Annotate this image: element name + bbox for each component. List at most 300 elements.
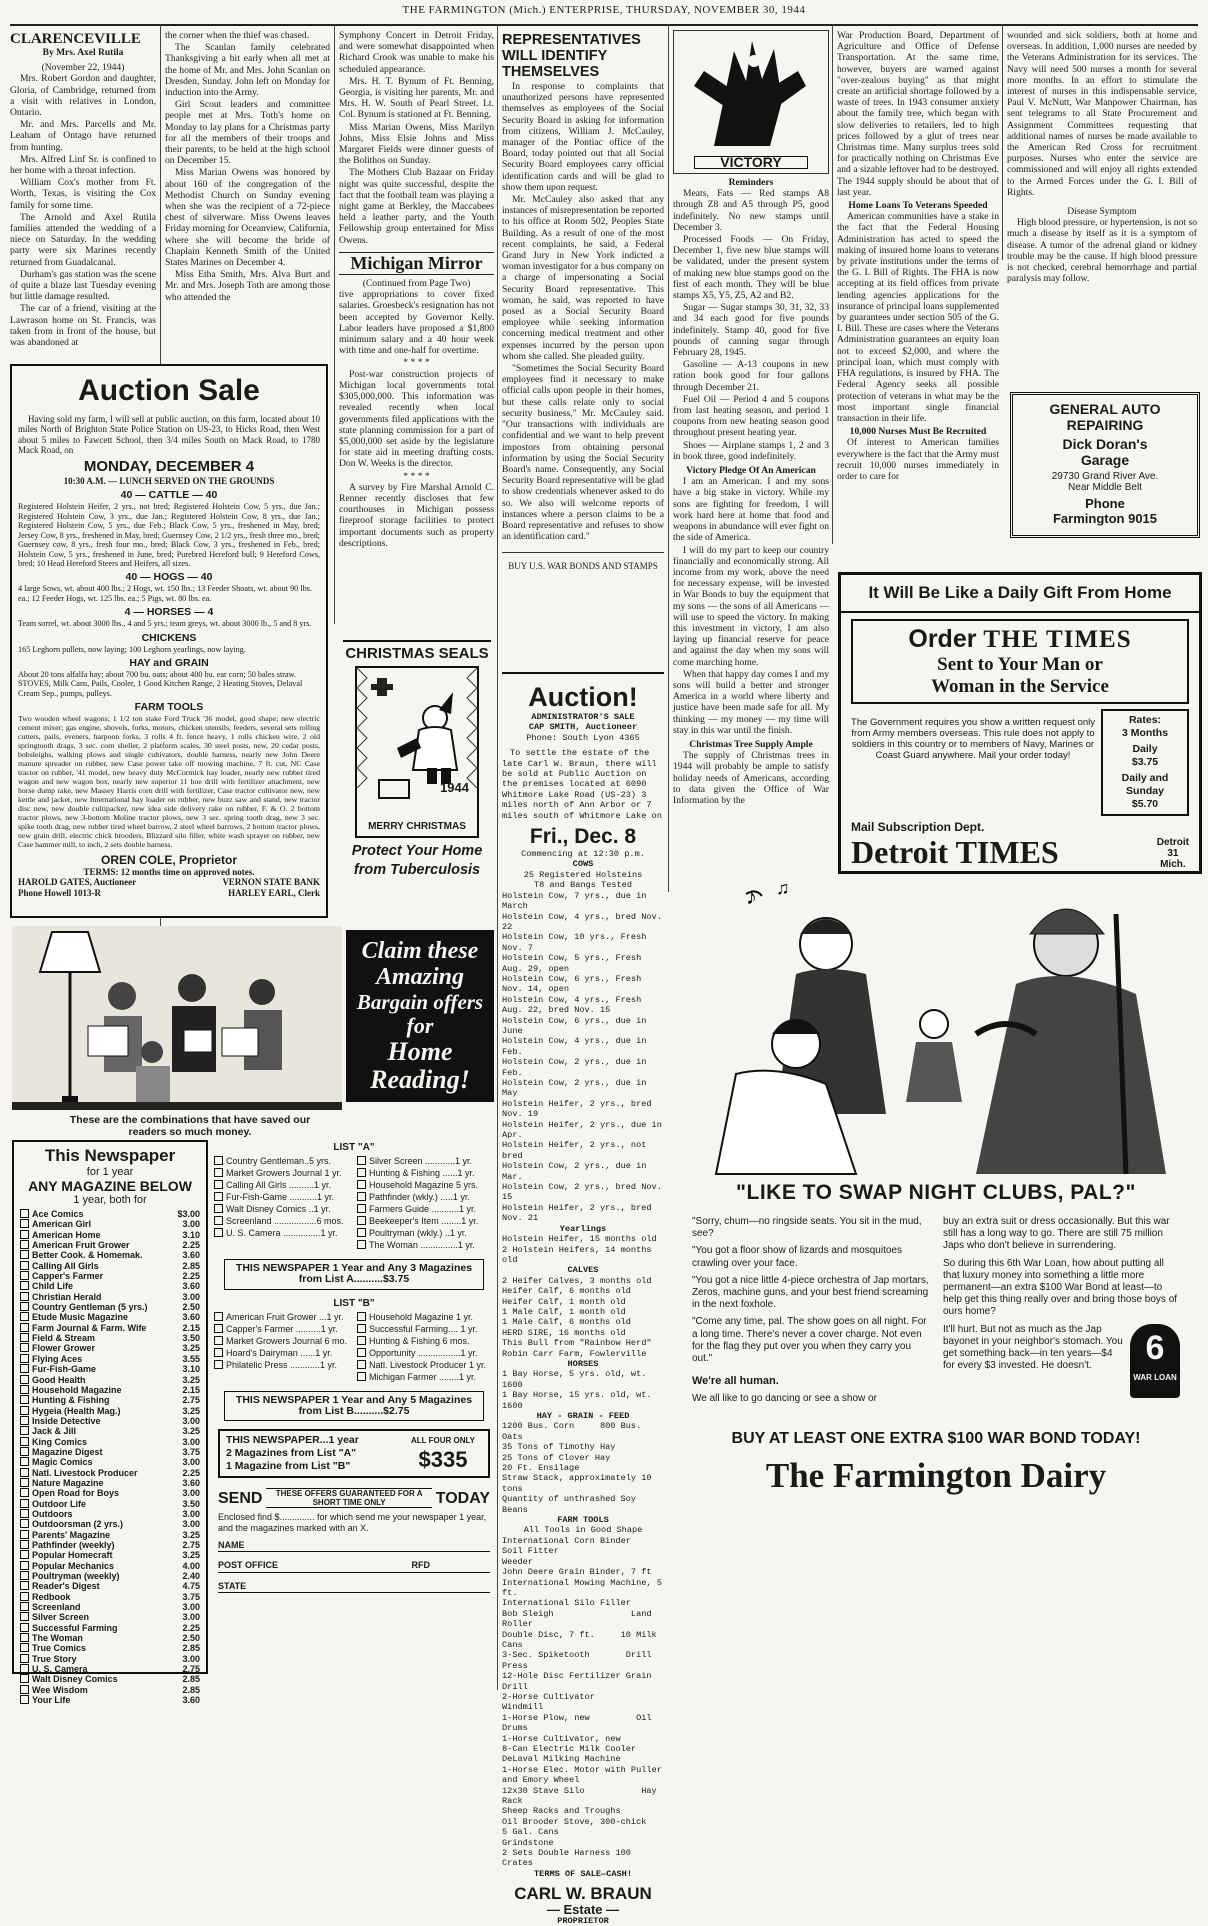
bond-paragraph: "Come any time, pal. The show goes on all night. For a long time. There's never a cover charge. Not even for the flag they put over you when they carry you out." [692, 1316, 927, 1365]
checkbox-icon[interactable] [20, 1437, 29, 1446]
list-item-label: Opportunity .................1 yr. [369, 1347, 478, 1358]
bond-paragraph: So during this 6th War Loan, how about putting all that luxury money into something a little more permanent—an extra $100 War Bond at least—to help get this thing really over and bring those boys of ours home? [943, 1257, 1178, 1318]
list-item[interactable] [214, 1167, 351, 1179]
magazine-row[interactable] [20, 1592, 200, 1602]
offer-a-box: THIS NEWSPAPER 1 Year and Any 3 Magazines from List A..........$3.75 [224, 1259, 484, 1289]
magazine-name: Fur-Fish-Game [32, 1364, 97, 1375]
list-item-label: Michigan Farmer ........1 yr. [369, 1371, 477, 1382]
cow-item: Holstein Cow, 4 yrs., bred Nov. 22 [502, 911, 668, 932]
magazine-row[interactable] [20, 1519, 200, 1529]
magazine-price: 3.50 [182, 1333, 200, 1344]
news-paragraph: A survey by Fire Marshal Arnold C. Renner recently discloses that few courthouses in Michigan possess fireproof storage facilities to protect important documents such as property descriptions. [339, 481, 494, 549]
tools2-sub: All Tools in Good Shape [523, 1525, 643, 1536]
checkbox-icon[interactable] [214, 1180, 223, 1189]
magazine-row[interactable] [20, 1323, 200, 1333]
list-item[interactable] [214, 1227, 351, 1239]
today-label: TODAY [435, 1489, 490, 1507]
clarenceville-date: (November 22, 1944) [41, 62, 125, 74]
magazine-price: 2.75 [182, 1395, 200, 1406]
list-item[interactable] [357, 1347, 494, 1359]
magazine-price: 3.00 [182, 1436, 200, 1447]
magazine-row[interactable] [20, 1292, 200, 1302]
checkbox-icon[interactable] [20, 1219, 29, 1228]
magazine-price: 3.60 [182, 1250, 200, 1261]
tools-list: Two wooden wheel wagons; 1 1/2 ton stake Ford Truck '36 model, good shape; new electric cement mixer; gas engine, shovels, forks, motors, chicken utensils, feeders, several sets rolling cutters, pails, eveners, harpoon forks, 3 rolls 4 ft. fence heavy, 1 rolls chicken wire, 2 old springtooth drags, 3 sec. corn sheller, 2 platform scales, 30 steel posts, new, 20 cedar posts, bobsleighs, walking plows and single cultivators, double harness, nearly new John Deere manure spreader on rubber, new Case power take off mowing machine, 7 ft. cut, NC Case tractor on rubber, '41 model, new heavy duty McCormick hay loader, nearly new rubber tired wagon and new wagon box, nearly new superior 11 hoe drill with fertilizer attachment, new horse dump rake, new Massey Harris corn drill with fertilizer, Case tractor cultivator new, new kettle and jacket, new International hay loader on rubber, new buzz saw and stand, new tractor disc new, new double cultipacker, new idea side delivery rake on rubber, F. & O. 2 bottom tractor plows, new 3-bottom Moline tractor plows, new 3 sec. spring tooth drag, new 3 sec. spike tooth drag, new rubber tired wheel barrow, 2 steel wheel barrows, 2 bottom tractor plows, new grain drill, electric chick brooders, Blizzard silo filler, white wash sprayer on rubber, new Case hammer mill, to inch, 2 sets double harness. [18, 714, 320, 850]
magazine-row[interactable] [20, 1250, 200, 1260]
magazine-row[interactable] [20, 1478, 200, 1488]
magazine-row[interactable] [20, 1509, 200, 1519]
checkbox-icon[interactable] [20, 1664, 29, 1673]
magazine-row[interactable] [20, 1406, 200, 1416]
checkbox-icon[interactable] [357, 1348, 366, 1357]
news-paragraph: War Production Board, Department of Agriculture and Office of Defense Transportation. At the same time, however, buyers are warned against "over-zealous buying" as that might create an artificial shortage followed by a waste of trees. In 1943 consumer anxiety about the family tree, which began with slow deliveries to retailers, led to high prices followed by a glut of trees near Christmas time. Many surplus trees sold for practically nothing on Christmas Eve and a sizable leftover had to be destroyed. The 1944 supply should be about that of last year. [837, 30, 999, 198]
list-a-left [214, 1155, 351, 1251]
trees-paragraph: The supply of Christmas trees in 1944 will probably be ample to satisfy holiday needs of Americans, according to data given the Office of War Information by the [673, 750, 829, 806]
magazine-price: 2.25 [182, 1467, 200, 1478]
all-four-label: ALL FOUR ONLY [410, 1436, 475, 1446]
list-item[interactable] [214, 1203, 351, 1215]
checkbox-icon[interactable] [214, 1168, 223, 1177]
list-item-label: Market Growers Journal 1 yr. [226, 1168, 342, 1179]
checkbox-icon[interactable] [20, 1540, 29, 1549]
garage-phone: Farmington 9015 [1052, 511, 1158, 526]
checkbox-icon[interactable] [20, 1592, 29, 1601]
soldier-nightclub-illustration [676, 874, 1196, 1174]
christmas-seals-ad [343, 640, 491, 922]
magazine-name: Child Life [32, 1281, 73, 1292]
magazine-price: 3.00 [182, 1457, 200, 1468]
checkbox-icon[interactable] [357, 1324, 366, 1333]
magazine-price: 2.15 [182, 1322, 200, 1333]
magazine-name: Parents' Magazine [32, 1529, 111, 1540]
magazine-name: Natl. Livestock Producer [32, 1467, 138, 1478]
checkbox-icon[interactable] [20, 1478, 29, 1487]
ration-paragraph: Processed Foods — On Friday, December 1, five new blue stamps will be validated, under the present system of making new blue stamps good on the first of each month. They will be blue stamps X5, Y5, Z5, A2 and B2. [673, 234, 829, 302]
list-b-left [214, 1311, 351, 1383]
checkbox-icon[interactable] [214, 1360, 223, 1369]
checkbox-icon[interactable] [20, 1654, 29, 1663]
column-rule [1002, 24, 1003, 260]
mail-dept: Mail Subscription Dept. [851, 820, 985, 834]
checkbox-icon[interactable] [20, 1395, 29, 1404]
list-item[interactable] [214, 1347, 351, 1359]
news-paragraph: Of interest to American families everywhere is the fact that the Army must recruit 10,000 nurses immediately in order to care for [837, 437, 999, 482]
checkbox-icon[interactable] [357, 1192, 366, 1201]
magazine-price: 2.85 [182, 1643, 200, 1654]
checkbox-icon[interactable] [20, 1695, 29, 1704]
magazine-name: Silver Screen [32, 1612, 90, 1623]
state-field[interactable] [218, 1581, 490, 1593]
auctioneer-phone: Phone Howell 1013-R [18, 887, 101, 898]
magazine-row[interactable] [20, 1602, 200, 1612]
magazine-row[interactable] [20, 1354, 200, 1364]
chickens-list: 165 Leghorn pullets, now laying; 100 Leghorn yearlings, now laying. [18, 644, 246, 654]
family-illustration [12, 926, 342, 1110]
magazine-row[interactable] [20, 1540, 200, 1550]
state-label: STATE [218, 1580, 247, 1591]
seals-title: CHRISTMAS SEALS [343, 640, 491, 662]
magazine-price: 2.75 [182, 1540, 200, 1550]
magazine-price: 3.75 [182, 1591, 200, 1602]
checkbox-icon[interactable] [357, 1180, 366, 1189]
magazine-row[interactable] [20, 1685, 200, 1695]
checkbox-icon[interactable] [357, 1216, 366, 1225]
checkbox-icon[interactable] [214, 1336, 223, 1345]
hogs-heading: 40 — HOGS — 40 [125, 571, 213, 584]
checkbox-icon[interactable] [20, 1240, 29, 1249]
magazine-name: Flower Grower [32, 1343, 96, 1354]
farmington-dairy-logo: The Farmington Dairy [765, 1455, 1107, 1495]
checkbox-icon[interactable] [20, 1561, 29, 1570]
magazine-name: Magic Comics [32, 1457, 93, 1468]
magazine-row[interactable] [20, 1468, 200, 1478]
reminders-title: Reminders [728, 177, 774, 188]
magazine-price: 3.25 [182, 1343, 200, 1354]
badge-number: 6 [1145, 1328, 1165, 1367]
magazine-row[interactable] [20, 1375, 200, 1385]
auction2-estate: — Estate — [546, 1902, 620, 1918]
magazine-row[interactable] [20, 1488, 200, 1498]
checkbox-icon[interactable] [20, 1571, 29, 1580]
feed-item: 20 Ft. Ensilage [502, 1463, 580, 1474]
tool-item: 12-Hole Disc Fertilizer Grain Drill [502, 1671, 657, 1692]
checkbox-icon[interactable] [20, 1674, 29, 1683]
svg-text:♫: ♫ [776, 878, 790, 898]
list-item[interactable] [357, 1371, 494, 1383]
magazine-row[interactable] [20, 1674, 200, 1684]
auction-sale-title: Auction Sale [78, 374, 260, 407]
news-paragraph: "Sometimes the Social Security Board employees find it necessary to make official calls upon people in their homes, but these calls relate only to social security business," Mr. McCauley said. "Our transactions with individuals are confidential and we want to help prevent impostors from obtaining personal information by using the Social Security Board's name. Consequently, any Social Security Board representative will be glad to show credentials whenever asked to do so. We also will welcome reports of instances where a person claims to be a Board representative and refuses to show an identification card." [502, 363, 664, 543]
magazine-row[interactable] [20, 1571, 200, 1581]
rate-sunday-label: Daily and Sunday [1121, 772, 1169, 797]
magazine-price: 2.25 [182, 1240, 200, 1251]
times-state: Mich. [1160, 859, 1186, 870]
checkbox-icon[interactable] [20, 1623, 29, 1632]
magazine-price: 2.85 [182, 1684, 200, 1695]
magazine-name: Etude Music Magazine [32, 1312, 129, 1323]
checkbox-icon[interactable] [357, 1168, 366, 1177]
claim-line: Bargain offers [356, 990, 484, 1014]
checkbox-icon[interactable] [20, 1457, 29, 1466]
magazine-row[interactable] [20, 1643, 200, 1653]
santa-illustration [357, 668, 477, 832]
times-address [1157, 837, 1189, 870]
list-item[interactable] [357, 1323, 494, 1335]
offer-c-box [218, 1429, 490, 1478]
checkbox-icon[interactable] [357, 1204, 366, 1213]
magazine-row[interactable] [20, 1281, 200, 1291]
auction2-title: Auction! [528, 682, 638, 712]
bond-body-left [692, 1216, 929, 1407]
horses2-heading: HORSES [567, 1358, 599, 1369]
checkbox-icon[interactable] [357, 1372, 366, 1381]
magazine-row[interactable] [20, 1302, 200, 1312]
bond-paragraph: It'll hurt. But not as much as the Jap bayonet in your neighbor's stomach. You get something back—in ten years—$4 for every $3 invested. He doesn't. [943, 1323, 1123, 1372]
list-item[interactable] [357, 1191, 494, 1203]
list-item[interactable] [214, 1179, 351, 1191]
checkbox-icon[interactable] [214, 1204, 223, 1213]
checkbox-icon[interactable] [357, 1360, 366, 1369]
news-paragraph: Mrs. Alfred Linf Sr. is confined to her home with a throat infection. [10, 153, 156, 177]
list-item-label: Natl. Livestock Producer 1 yr. [369, 1359, 487, 1370]
name-label: NAME [218, 1540, 245, 1551]
bond-body-right [943, 1216, 1180, 1407]
checkbox-icon[interactable] [20, 1447, 29, 1456]
newspaper-offer-period: for 1 year [86, 1166, 134, 1178]
magazine-row[interactable] [20, 1499, 200, 1509]
calf-item: Robin Carr Farm, Fowlerville [502, 1348, 647, 1359]
checkbox-icon[interactable] [20, 1406, 29, 1415]
garage-line: REPAIRING [1066, 417, 1144, 433]
magazine-row[interactable] [20, 1240, 200, 1250]
clarenceville-column [10, 30, 156, 360]
list-item[interactable] [357, 1239, 494, 1251]
list-item[interactable] [214, 1155, 351, 1167]
magazine-price: 2.25 [182, 1271, 200, 1282]
magazine-row[interactable] [20, 1416, 200, 1426]
chickens-heading: CHICKENS [141, 631, 197, 644]
checkbox-icon[interactable] [20, 1602, 29, 1611]
magazine-row[interactable] [20, 1230, 200, 1240]
magazine-row[interactable] [20, 1623, 200, 1633]
cow-item: Holstein Heifer, 2 yrs., due in Apr. [502, 1119, 668, 1141]
magazine-row[interactable] [20, 1343, 200, 1353]
magazine-row[interactable] [20, 1437, 200, 1447]
checkbox-icon[interactable] [20, 1643, 29, 1652]
separator-stars: * * * * [403, 357, 430, 369]
list-item[interactable] [357, 1215, 494, 1227]
disease-title: Disease Symptom [1067, 206, 1137, 218]
magazine-price: 3.00 [182, 1508, 200, 1519]
checkbox-icon[interactable] [20, 1209, 29, 1218]
magazine-name: The Woman [32, 1633, 83, 1644]
list-item[interactable] [214, 1191, 351, 1203]
magazine-name: Popular Homecraft [32, 1550, 113, 1561]
detroit-times-ad [838, 572, 1202, 874]
offer-c-line: 1 Magazine from List "B" [226, 1460, 351, 1473]
list-item[interactable] [214, 1323, 351, 1335]
checkbox-icon[interactable] [214, 1228, 223, 1237]
pledge-title: Victory Pledge Of An American [686, 465, 816, 477]
war-loan-badge-icon [1130, 1324, 1180, 1398]
victory-emblem [673, 30, 829, 174]
tool-item: 3-Sec. Spiketooth Drill Press [502, 1650, 657, 1671]
checkbox-icon[interactable] [20, 1685, 29, 1694]
post-office-field[interactable] [218, 1560, 490, 1572]
checkbox-icon[interactable] [214, 1156, 223, 1165]
magazine-row[interactable] [20, 1530, 200, 1540]
checkbox-icon[interactable] [20, 1261, 29, 1270]
magazine-row[interactable] [20, 1261, 200, 1271]
checkbox-icon[interactable] [20, 1499, 29, 1508]
list-item-label: Market Growers Journal 6 mo. [226, 1335, 348, 1346]
magazine-row[interactable] [20, 1695, 200, 1705]
checkbox-icon[interactable] [357, 1240, 366, 1249]
list-a-right [357, 1155, 494, 1251]
cow-item: Holstein Cow, 2 yrs., bred Nov. 15 [502, 1182, 668, 1203]
magazine-row[interactable] [20, 1426, 200, 1436]
calf-item: 2 Heifer Calves, 3 months old [502, 1275, 652, 1286]
magazine-row[interactable] [20, 1385, 200, 1395]
checkbox-icon[interactable] [20, 1468, 29, 1477]
bond-human: We're all human. [692, 1375, 779, 1388]
magazine-name: True Comics [32, 1643, 87, 1654]
cow-item: Holstein Cow, 5 yrs., Fresh Aug. 29, open [502, 953, 647, 974]
magazine-price: 3.60 [182, 1477, 200, 1488]
offer-b-box: THIS NEWSPAPER 1 Year and Any 5 Magazines from List B..........$2.75 [224, 1391, 484, 1421]
list-item[interactable] [357, 1359, 494, 1371]
magazine-name: Outdoors [32, 1508, 73, 1519]
checkbox-icon[interactable] [20, 1612, 29, 1621]
checkbox-icon[interactable] [20, 1375, 29, 1384]
checkbox-icon[interactable] [20, 1230, 29, 1239]
magazine-price: 3.00 [182, 1653, 200, 1664]
list-item-label: Poultryman (wkly.) ..1 yr. [369, 1228, 467, 1239]
checkbox-icon[interactable] [20, 1364, 29, 1373]
magazine-row[interactable] [20, 1457, 200, 1467]
news-paragraph: The car of a friend, visiting at the Lawrason home on St. Francis, was taken from in front of the house, but was abandoned at [10, 303, 156, 349]
list-item-label: Household Magazine 1 yr. [369, 1311, 474, 1322]
news-paragraph: Miss Marian Owens, Miss Marilyn Johns, Miss Elsie Johns and Miss Margaret Fields were dinner guests of the Bolithos on Sunday. [339, 121, 494, 167]
checkbox-icon[interactable] [20, 1354, 29, 1363]
column-rule [832, 24, 833, 544]
checkbox-icon[interactable] [20, 1333, 29, 1342]
checkbox-icon[interactable] [20, 1519, 29, 1528]
list-item[interactable] [357, 1179, 494, 1191]
magazine-row[interactable] [20, 1561, 200, 1571]
claim-line: Reading! [370, 1065, 470, 1094]
horses2-list [502, 1369, 664, 1411]
magazine-row[interactable] [20, 1312, 200, 1322]
list-a-title: LIST "A" [333, 1142, 375, 1153]
news-paragraph: wounded and sick soldiers, both at home and overseas. In addition, 1,000 nurses are needed by the Veterans Administration for its services. The Navy will need 500 nurses a month for several more months. In an effort to stimulate the interest of nurses in this indispensable service, Paul V. McNutt, War Manpower Chairman, has sent telegrams to all State Procurement and Assignment Committees requesting that additional names of nurses be made available to the American Red Cross for recruitment purposes. Nurses who enter the service are commissioned and will enjoy all rights extended to the Armed Forces under the G. I. Bill of Rights. [1007, 30, 1197, 198]
magazine-row[interactable] [20, 1447, 200, 1457]
list-item-label: The Woman ...............1 yr. [369, 1240, 475, 1251]
claim-banner [346, 930, 494, 1102]
list-item[interactable] [214, 1215, 351, 1227]
checkbox-icon[interactable] [214, 1312, 223, 1321]
times-body-row [851, 709, 1189, 816]
checkbox-icon[interactable] [20, 1530, 29, 1539]
checkbox-icon[interactable] [20, 1250, 29, 1259]
checkbox-icon[interactable] [20, 1385, 29, 1394]
magazine-price: $3.00 [177, 1209, 200, 1219]
news-column-6 [837, 30, 999, 566]
list-item[interactable] [357, 1227, 494, 1239]
magazine-row[interactable] [20, 1633, 200, 1643]
checkbox-icon[interactable] [20, 1581, 29, 1590]
administrator-auction-ad [502, 672, 668, 1926]
news-paragraph: High blood pressure, or hypertension, is not so much a disease by itself as it is a symptom of disease. A tumor of the adrenal gland or kidney trouble may be the cause. If high blood pressure is not checked, cerebral hemorrhage and partial paralysis may follow. [1007, 217, 1197, 285]
seals-tagline-1: Protect Your Home [351, 843, 483, 859]
magazine-row[interactable] [20, 1271, 200, 1281]
list-item[interactable] [357, 1167, 494, 1179]
checkbox-icon[interactable] [357, 1336, 366, 1345]
magazine-row[interactable] [20, 1612, 200, 1622]
magazine-price: 2.85 [182, 1260, 200, 1271]
magazine-name: Poultryman (weekly) [32, 1571, 120, 1582]
checkbox-icon[interactable] [357, 1156, 366, 1165]
auction2-date: Fri., Dec. 8 [529, 825, 637, 849]
news-paragraph: tive appropriations to cover fixed salaries. Groesbeck's resignation has not been accepted by Governor Kelly. Labor leaders have proposed a $1,800 minimum salary and a 40 hour week with time and one-half for overtime. [339, 289, 494, 357]
checkbox-icon[interactable] [357, 1312, 366, 1321]
checkbox-icon[interactable] [214, 1216, 223, 1225]
checkbox-icon[interactable] [20, 1488, 29, 1497]
svg-text:♪: ♪ [746, 884, 757, 909]
list-item[interactable] [357, 1203, 494, 1215]
list-item[interactable] [357, 1311, 494, 1323]
checkbox-icon[interactable] [20, 1633, 29, 1642]
checkbox-icon[interactable] [20, 1509, 29, 1518]
checkbox-icon[interactable] [20, 1343, 29, 1352]
list-item[interactable] [214, 1335, 351, 1347]
magazine-price: 3.25 [182, 1426, 200, 1437]
checkbox-icon[interactable] [357, 1228, 366, 1237]
list-item[interactable] [357, 1155, 494, 1167]
column-rule [334, 24, 335, 624]
magazine-name: Ace Comics [32, 1209, 84, 1219]
list-item-label: Walt Disney Comics ..1 yr. [226, 1204, 331, 1215]
magazine-name: Reader's Digest [32, 1581, 100, 1592]
checkbox-icon[interactable] [20, 1271, 29, 1280]
magazine-price: 3.50 [182, 1498, 200, 1509]
magazine-row[interactable] [20, 1219, 200, 1229]
victory-column [673, 30, 829, 868]
magazine-row[interactable] [20, 1654, 200, 1664]
checkbox-icon[interactable] [20, 1292, 29, 1301]
checkbox-icon[interactable] [214, 1348, 223, 1357]
news-column-7 [1007, 30, 1197, 394]
magazine-price: 3.00 [182, 1291, 200, 1302]
claim-line: Amazing [375, 964, 465, 990]
tool-item: Bob Sleigh Land Roller [502, 1608, 657, 1630]
checkbox-icon[interactable] [20, 1426, 29, 1435]
magazine-price: 3.60 [182, 1312, 200, 1323]
magazine-row[interactable] [20, 1333, 200, 1343]
enclosed-note: Enclosed find $.............. for which send me your newspaper 1 year, and the magazines marked with an X. [218, 1512, 487, 1534]
magazine-row[interactable] [20, 1664, 200, 1674]
checkbox-icon[interactable] [214, 1192, 223, 1201]
magazine-row[interactable] [20, 1209, 200, 1219]
rfd-label: RFD [411, 1560, 430, 1571]
checkbox-icon[interactable] [214, 1324, 223, 1333]
magazine-row[interactable] [20, 1581, 200, 1591]
magazine-row[interactable] [20, 1550, 200, 1560]
post-office-label: POST OFFICE [218, 1560, 279, 1571]
trees-title: Christmas Tree Supply Ample [689, 738, 813, 750]
list-item[interactable] [357, 1335, 494, 1347]
checkbox-icon[interactable] [20, 1550, 29, 1559]
feed-item: Straw Stack, approximately 10 tons [502, 1473, 657, 1494]
checkbox-icon[interactable] [20, 1281, 29, 1290]
magazine-row[interactable] [20, 1364, 200, 1374]
name-field[interactable] [218, 1540, 490, 1552]
checkbox-icon[interactable] [20, 1312, 29, 1321]
checkbox-icon[interactable] [20, 1416, 29, 1425]
checkbox-icon[interactable] [20, 1323, 29, 1332]
horse-item: 1 Bay Horse, 5 yrs. old, wt. 1600 [502, 1369, 652, 1390]
list-item[interactable] [214, 1311, 351, 1323]
magazine-price: 2.40 [182, 1571, 200, 1582]
news-paragraph: Post-war construction projects of Michigan local governments total $305,000,000. This information was revealed recently when local governments filed applications with the state planning commission for a part of $5,000,000 set aside by the legislature for state aid in meeting drafting costs. Don W. Weeks is the director. [339, 368, 494, 470]
list-item[interactable] [214, 1359, 351, 1371]
column-rule [497, 24, 498, 1690]
checkbox-icon[interactable] [20, 1302, 29, 1311]
tool-item: Oil Brooder Stove, 300-chick [502, 1816, 647, 1827]
magazine-row[interactable] [20, 1395, 200, 1405]
magazine-name: Field & Stream [32, 1333, 96, 1344]
cow-item: Holstein Heifer, 2 yrs., bred Nov. 21 [502, 1202, 657, 1224]
